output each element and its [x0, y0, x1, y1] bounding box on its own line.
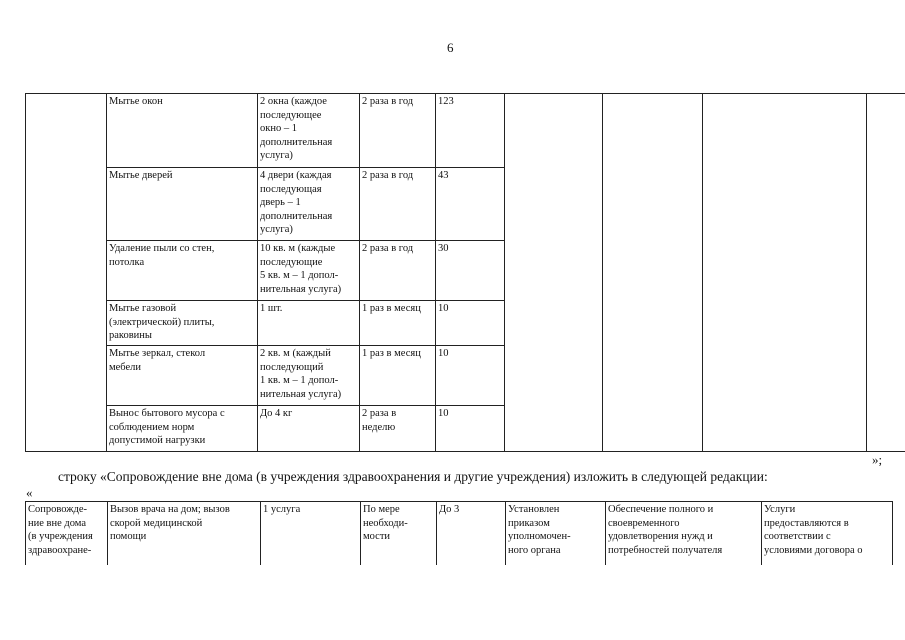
service-category-cell: Сопровожде- ние вне дома (в учреждения здравоохране- — [26, 502, 108, 566]
tariff-cell: Установлен приказом уполномочен- ного органа — [506, 502, 606, 566]
service-frequency-cell: 2 раза в неделю — [360, 406, 436, 452]
replacement-row-table — [25, 501, 893, 565]
page-number: 6 — [447, 40, 454, 55]
service-name-cell: Удаление пыли со стен, потолка — [107, 241, 258, 301]
service-value-cell: 30 — [436, 241, 505, 301]
service-frequency-cell: 2 раза в год — [360, 168, 436, 241]
service-value-cell: 43 — [436, 168, 505, 241]
table-row — [26, 94, 905, 168]
services-table — [25, 93, 905, 452]
service-name-cell: Вызов врача на дом; вызов скорой медицинской помощи — [108, 502, 261, 566]
service-frequency-cell: 1 раз в месяц — [360, 301, 436, 346]
conditions-cell: Услуги предоставляются в соответствии с условиями договора о — [762, 502, 893, 566]
service-frequency-cell: 1 раз в месяц — [360, 346, 436, 406]
service-volume-cell: 1 шт. — [258, 301, 360, 346]
empty-cell — [867, 94, 905, 452]
service-value-cell: До 3 — [437, 502, 506, 566]
service-frequency-cell: 2 раза в год — [360, 94, 436, 168]
quality-indicator-cell: Обеспечение полного и своевременного удовлетворения нужд и потребностей получателя — [606, 502, 762, 566]
service-frequency-cell: 2 раза в год — [360, 241, 436, 301]
service-volume-cell: 2 окна (каждое последующее окно – 1 дополнительная услуга) — [258, 94, 360, 168]
empty-cell — [505, 94, 603, 452]
service-volume-cell: 1 услуга — [261, 502, 361, 566]
service-volume-cell: 4 двери (каждая последующая дверь – 1 дополнительная услуга) — [258, 168, 360, 241]
service-value-cell: 10 — [436, 346, 505, 406]
service-frequency-cell: По мере необходи- мости — [361, 502, 437, 566]
service-name-cell: Мытье дверей — [107, 168, 258, 241]
service-name-cell: Мытье зеркал, стекол мебели — [107, 346, 258, 406]
opening-quote-mark: « — [26, 485, 33, 500]
service-value-cell: 10 — [436, 406, 505, 452]
service-name-cell: Мытье окон — [107, 94, 258, 168]
service-volume-cell: 10 кв. м (каждые последующие 5 кв. м – 1 допол- нительная услуга) — [258, 241, 360, 301]
empty-cell — [603, 94, 703, 452]
service-value-cell: 123 — [436, 94, 505, 168]
service-volume-cell: До 4 кг — [258, 406, 360, 452]
empty-cell — [26, 94, 107, 452]
empty-cell — [703, 94, 867, 452]
table-row — [26, 502, 893, 566]
service-volume-cell: 2 кв. м (каждый последующий 1 кв. м – 1 допол- нительная услуга) — [258, 346, 360, 406]
service-value-cell: 10 — [436, 301, 505, 346]
instruction-text: строку «Сопровождение вне дома (в учреждения здравоохранения и другие учреждения) изложить в следующей редакции: — [58, 469, 768, 484]
closing-quote-mark: »; — [872, 452, 883, 467]
service-name-cell: Мытье газовой (электрической) плиты, раковины — [107, 301, 258, 346]
service-name-cell: Вынос бытового мусора с соблюдением норм допустимой нагрузки — [107, 406, 258, 452]
